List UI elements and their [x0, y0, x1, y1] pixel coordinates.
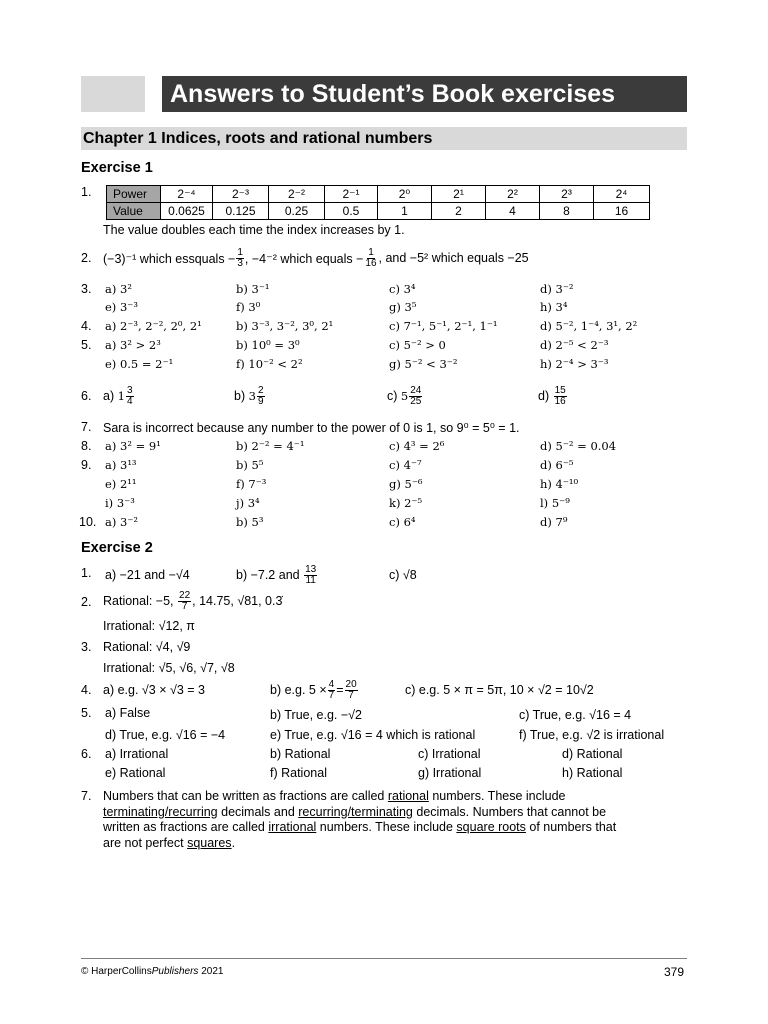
- q5-number: 5.: [81, 338, 92, 352]
- table-cell: 0.25: [269, 203, 325, 220]
- table-cell: 8: [540, 203, 594, 220]
- e2-q2-rational: Rational: −5, $\frac{22}{7}$ , 14.75, √81, 0.3̇: [103, 589, 283, 612]
- q5-e: e) 0.5 = 2⁻¹: [105, 357, 174, 371]
- fraction: $\frac{4}{7}$: [328, 678, 335, 701]
- e2-q2-number: 2.: [81, 595, 92, 609]
- e2-q6-d: d) Rational: [562, 747, 623, 761]
- e2-q3-number: 3.: [81, 640, 92, 654]
- page-title: Answers to Student’s Book exercises: [162, 76, 687, 112]
- table-cell: 16: [594, 203, 650, 220]
- table-header-power: Power: [107, 186, 161, 203]
- e2-q7-line-1: Numbers that can be written as fractions are called rational numbers. These include: [103, 789, 566, 803]
- q3-number: 3.: [81, 282, 92, 296]
- q3-g: g) 3⁵: [389, 300, 417, 314]
- e2-q7-number: 7.: [81, 789, 92, 803]
- q6-b: b) 3 $\frac{2}{9}$: [234, 384, 264, 407]
- fraction: $\frac{2}{9}$: [257, 384, 264, 407]
- fraction: $\frac{24}{25}$: [410, 384, 422, 407]
- e2-q5-d: d) True, e.g. √16 = −4: [105, 728, 226, 742]
- table-cell: 2⁻⁴: [161, 186, 213, 203]
- q8-number: 8.: [81, 439, 92, 453]
- e2-q3-irrational: Irrational: √5, √6, √7, √8: [103, 661, 235, 675]
- e2-q1-a: a) −21 and −√4: [105, 568, 190, 582]
- q5-h: h) 2⁻⁴ > 3⁻³: [540, 357, 609, 371]
- q3-f: f) 3⁰: [236, 300, 261, 314]
- chapter-heading: Chapter 1 Indices, roots and rational numbers: [81, 127, 687, 150]
- table-cell: 0.5: [325, 203, 378, 220]
- table-cell: 2⁻²: [269, 186, 325, 203]
- table-cell: 0.125: [213, 203, 269, 220]
- fraction: $\frac{1}{3}$: [237, 246, 243, 269]
- q8-c: c) 4³ = 2⁶: [389, 439, 445, 453]
- q4-a: a) 2⁻³, 2⁻², 2⁰, 2¹: [105, 319, 202, 333]
- q6-d: d) $\frac{15}{16}$: [538, 384, 566, 407]
- table-cell: 2⁰: [378, 186, 432, 203]
- table-cell: 4: [486, 203, 540, 220]
- q4-d: d) 5⁻², 1⁻⁴, 3¹, 2²: [540, 319, 638, 333]
- table-header-value: Value: [107, 203, 161, 220]
- fraction: $\frac{22}{7}$: [179, 589, 191, 612]
- table-cell: 2⁴: [594, 186, 650, 203]
- q1-number: 1.: [81, 185, 92, 199]
- e2-q3-rational: Rational: √4, √9: [103, 640, 191, 654]
- q5-f: f) 10⁻² < 2²: [236, 357, 303, 371]
- q2-text-3: , and −5² which equals −25: [378, 251, 529, 265]
- q7-number: 7.: [81, 420, 92, 434]
- copyright: © HarperCollinsPublishers 2021: [81, 966, 224, 977]
- q9-b: b) 5⁵: [236, 458, 264, 472]
- q5-g: g) 5⁻² < 3⁻²: [389, 357, 458, 371]
- q5-b: b) 10⁰ = 3⁰: [236, 338, 300, 352]
- q3-a: a) 3²: [105, 282, 132, 296]
- e2-q5-a: a) False: [105, 706, 151, 720]
- fraction: $\frac{1}{16}$: [365, 246, 377, 269]
- q5-c: c) 5⁻² > 0: [389, 338, 446, 352]
- e2-q1-number: 1.: [81, 566, 92, 580]
- fraction: $\frac{15}{16}$: [554, 384, 566, 407]
- e2-q7-line-3: written as fractions are called irrational numbers. These include square roots of numbers that: [103, 820, 617, 834]
- q3-b: b) 3⁻¹: [236, 282, 270, 296]
- e2-q6-h: h) Rational: [562, 766, 623, 780]
- q1-note: The value doubles each time the index increases by 1.: [103, 223, 405, 237]
- e2-q6-a: a) Irrational: [105, 747, 169, 761]
- e2-q4-number: 4.: [81, 683, 92, 697]
- table-cell: 2¹: [432, 186, 486, 203]
- q6-number: 6.: [81, 389, 92, 403]
- q9-h: h) 4⁻¹⁰: [540, 477, 579, 491]
- q4-number: 4.: [81, 319, 92, 333]
- q3-e: e) 3⁻³: [105, 300, 138, 314]
- fraction: $\frac{20}{7}$: [345, 678, 357, 701]
- q10-number: 10.: [79, 515, 97, 529]
- q9-a: a) 3¹³: [105, 458, 137, 472]
- e2-q2-irrational: Irrational: √12, π: [103, 619, 195, 633]
- q10-c: c) 6⁴: [389, 515, 416, 529]
- table-row-power: [107, 186, 650, 203]
- e2-q4-c: c) e.g. 5 × π = 5π, 10 × √2 = 10√2: [405, 683, 594, 697]
- q3-d: d) 3⁻²: [540, 282, 574, 296]
- q8-d: d) 5⁻² = 0.04: [540, 439, 617, 453]
- exercise-2-title: Exercise 2: [81, 540, 153, 556]
- q3-c: c) 3⁴: [389, 282, 416, 296]
- e2-q5-b: b) True, e.g. −√2: [270, 708, 362, 722]
- q8-b: b) 2⁻² = 4⁻¹: [236, 439, 305, 453]
- q9-number: 9.: [81, 458, 92, 472]
- q8-a: a) 3² = 9¹: [105, 439, 161, 453]
- q2-text-2: , −4⁻² which equals −: [244, 251, 364, 266]
- e2-q1-c: c) √8: [389, 568, 417, 582]
- q9-j: j) 3⁴: [236, 496, 260, 510]
- banner-accent-block: [81, 76, 145, 112]
- q9-f: f) 7⁻³: [236, 477, 267, 491]
- q6-c: c) 5 $\frac{24}{25}$: [387, 384, 422, 407]
- q9-e: e) 2¹¹: [105, 477, 137, 491]
- q10-a: a) 3⁻²: [105, 515, 138, 529]
- table-cell: 2⁻³: [213, 186, 269, 203]
- q9-c: c) 4⁻⁷: [389, 458, 422, 472]
- table-cell: 2: [432, 203, 486, 220]
- q9-g: g) 5⁻⁶: [389, 477, 423, 491]
- e2-q6-number: 6.: [81, 747, 92, 761]
- e2-q6-b: b) Rational: [270, 747, 331, 761]
- q5-a: a) 3² > 2³: [105, 338, 161, 352]
- e2-q5-number: 5.: [81, 706, 92, 720]
- q5-d: d) 2⁻⁵ < 2⁻³: [540, 338, 609, 352]
- q9-i: i) 3⁻³: [105, 496, 135, 510]
- footer-divider: [81, 958, 687, 959]
- e2-q4-b: b) e.g. 5 × $\frac{4}{7}$ = $\frac{20}{7}$: [270, 678, 357, 701]
- e2-q1-b: b) −7.2 and $\frac{13}{11}$: [236, 563, 317, 586]
- q2-number: 2.: [81, 251, 92, 265]
- q4-c: c) 7⁻¹, 5⁻¹, 2⁻¹, 1⁻¹: [389, 319, 498, 333]
- table-cell: 2³: [540, 186, 594, 203]
- q9-l: l) 5⁻⁹: [540, 496, 570, 510]
- e2-q5-f: f) True, e.g. √2 is irrational: [519, 728, 665, 742]
- fraction: $\frac{3}{4}$: [126, 384, 133, 407]
- e2-q5-c: c) True, e.g. √16 = 4: [519, 708, 632, 722]
- e2-q6-g: g) Irrational: [418, 766, 482, 780]
- power-value-table: [106, 185, 650, 220]
- table-cell: 1: [378, 203, 432, 220]
- table-cell: 2²: [486, 186, 540, 203]
- q2-text-1: (−3)⁻¹ which essquals −: [103, 251, 236, 266]
- q3-h: h) 3⁴: [540, 300, 568, 314]
- fraction: $\frac{13}{11}$: [305, 563, 317, 586]
- table-row-value: [107, 203, 650, 220]
- q6-a: a) 1 $\frac{3}{4}$: [103, 384, 133, 407]
- q9-k: k) 2⁻⁵: [389, 496, 423, 510]
- e2-q6-f: f) Rational: [270, 766, 327, 780]
- q10-b: b) 5³: [236, 515, 264, 529]
- q9-d: d) 6⁻⁵: [540, 458, 574, 472]
- table-cell: 0.0625: [161, 203, 213, 220]
- q7-answer: Sara is incorrect because any number to the power of 0 is 1, so 9⁰ = 5⁰ = 1.: [103, 421, 520, 435]
- q4-b: b) 3⁻³, 3⁻², 3⁰, 2¹: [236, 319, 334, 333]
- e2-q7-answer: [103, 789, 616, 851]
- page-number: 379: [663, 965, 684, 979]
- e2-q4-a: a) e.g. √3 × √3 = 3: [103, 683, 205, 697]
- q10-d: d) 7⁹: [540, 515, 568, 529]
- table-cell: 2⁻¹: [325, 186, 378, 203]
- e2-q5-e: e) True, e.g. √16 = 4 which is rational: [270, 728, 476, 742]
- e2-q7-line-4: are not perfect squares.: [103, 835, 236, 850]
- e2-q6-e: e) Rational: [105, 766, 166, 780]
- exercise-1-title: Exercise 1: [81, 160, 153, 176]
- e2-q7-line-2: terminating/recurring decimals and recurring/terminating decimals. Numbers that cannot be: [103, 804, 607, 819]
- e2-q6-c: c) Irrational: [418, 747, 481, 761]
- q2-answer: [103, 244, 529, 272]
